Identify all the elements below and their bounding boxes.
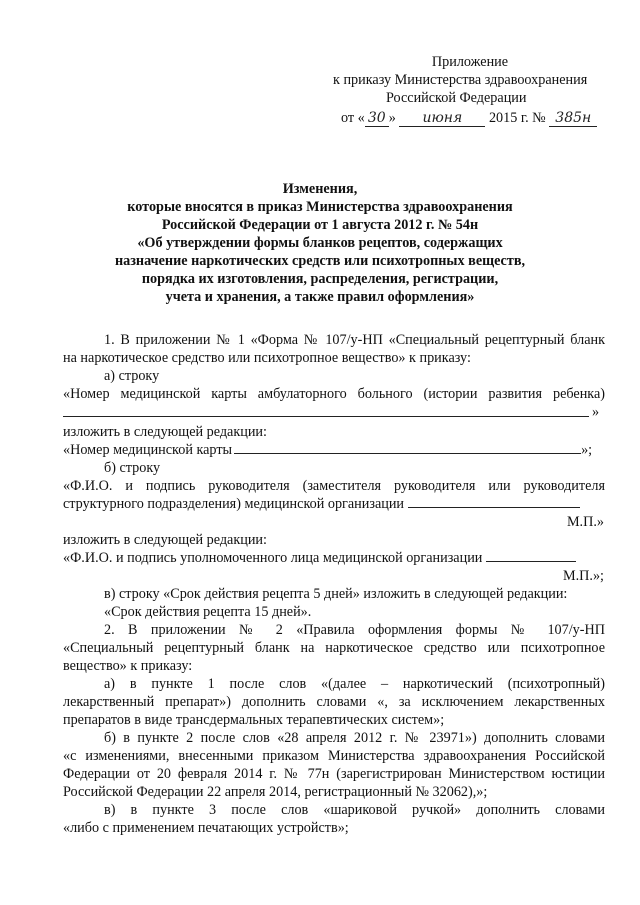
edit-instruction: изложить в следующей редакции:: [63, 424, 267, 440]
paragraph-1-line: на наркотическое средство или психотропное вещество» к приказу:: [63, 350, 471, 366]
seal-placeholder: М.П.»;: [563, 568, 604, 584]
handwritten-day: 30: [365, 111, 389, 127]
item-b-text: структурного подразделения) медицинской организации: [63, 495, 580, 513]
item-a-text: «Номер медицинской карты амбулаторного больного (истории развития ребенка): [63, 386, 605, 402]
subitem-v-line: «либо с применением печатающих устройств»;: [63, 820, 349, 836]
handwritten-number: 385н: [549, 111, 597, 127]
title-line: порядка их изготовления, распределения, регистрации,: [141, 271, 499, 287]
ministry-country: Российской Федерации: [386, 90, 527, 106]
order-reference: к приказу Министерства здравоохранения: [333, 72, 588, 88]
handwritten-month: июня: [399, 111, 485, 127]
item-b-text: «Ф.И.О. и подпись руководителя (заместителя руководителя или руководителя: [63, 478, 605, 494]
item-b-label: б) строку: [104, 460, 161, 476]
title-line: назначение наркотических средств или психотропных веществ,: [114, 253, 526, 269]
paragraph-1-line: 1. В приложении № 1 «Форма № 107/у-НП «Специальный рецептурный бланк: [104, 332, 605, 348]
edit-instruction: изложить в следующей редакции:: [63, 532, 267, 548]
order-date-number: от « 30 » июня 2015 г. № 385н: [341, 109, 597, 127]
item-a-closing: »: [592, 404, 600, 420]
subitem-a-line: лекарственный препарат») дополнить словами «, за исключением лекарственных: [63, 694, 605, 710]
title-line: которые вносятся в приказ Министерства здравоохранения: [127, 199, 513, 215]
authorized-person-line: «Ф.И.О. и подпись уполномоченного лица медицинской организации: [63, 549, 576, 567]
item-a-label: а) строку: [104, 368, 160, 384]
seal-placeholder: М.П.»: [566, 514, 604, 530]
title-line: учета и хранения, а также правил оформления»: [165, 289, 475, 305]
title-line: Изменения,: [282, 181, 358, 197]
subitem-a-line: а) в пункте 1 после слов «(далее – наркотический (психотропный): [104, 676, 605, 692]
item-v-text: «Срок действия рецепта 15 дней».: [104, 604, 312, 620]
title-line: «Об утверждении формы бланков рецептов, содержащих: [137, 235, 503, 251]
blank-fill-line: [63, 416, 589, 417]
appendix-label: Приложение: [431, 54, 509, 70]
paragraph-2-line: 2. В приложении № 2 «Правила оформления формы № 107/у-НП: [104, 622, 605, 638]
subitem-b-line: Федерации от 20 февраля 2014 г. № 77н (зарегистрирован Министерством юстиции: [63, 766, 605, 782]
subitem-v-line: в) в пункте 3 после слов «шариковой ручкой» дополнить словами: [104, 802, 605, 818]
paragraph-2-line: «Специальный рецептурный бланк на наркотическое средство или психотропное: [63, 640, 605, 656]
subitem-a-line: препаратов в виде трансдермальных терапевтических систем»;: [63, 712, 445, 728]
subitem-b-line: Российской Федерации 22 апреля 2014, регистрационный № 32062),»;: [63, 784, 488, 800]
subitem-b-line: б) в пункте 2 после слов «28 апреля 2012 г. № 23971») дополнить словами: [104, 730, 605, 746]
item-v-text: в) строку «Срок действия рецепта 5 дней» изложить в следующей редакции:: [104, 586, 568, 602]
paragraph-2-line: вещество» к приказу:: [63, 658, 193, 674]
card-number-line: «Номер медицинской карты »;: [63, 442, 593, 458]
subitem-b-line: «с изменениями, внесенными приказом Министерства здравоохранения Российской: [63, 748, 605, 764]
title-line: Российской Федерации от 1 августа 2012 г. № 54н: [161, 217, 479, 233]
